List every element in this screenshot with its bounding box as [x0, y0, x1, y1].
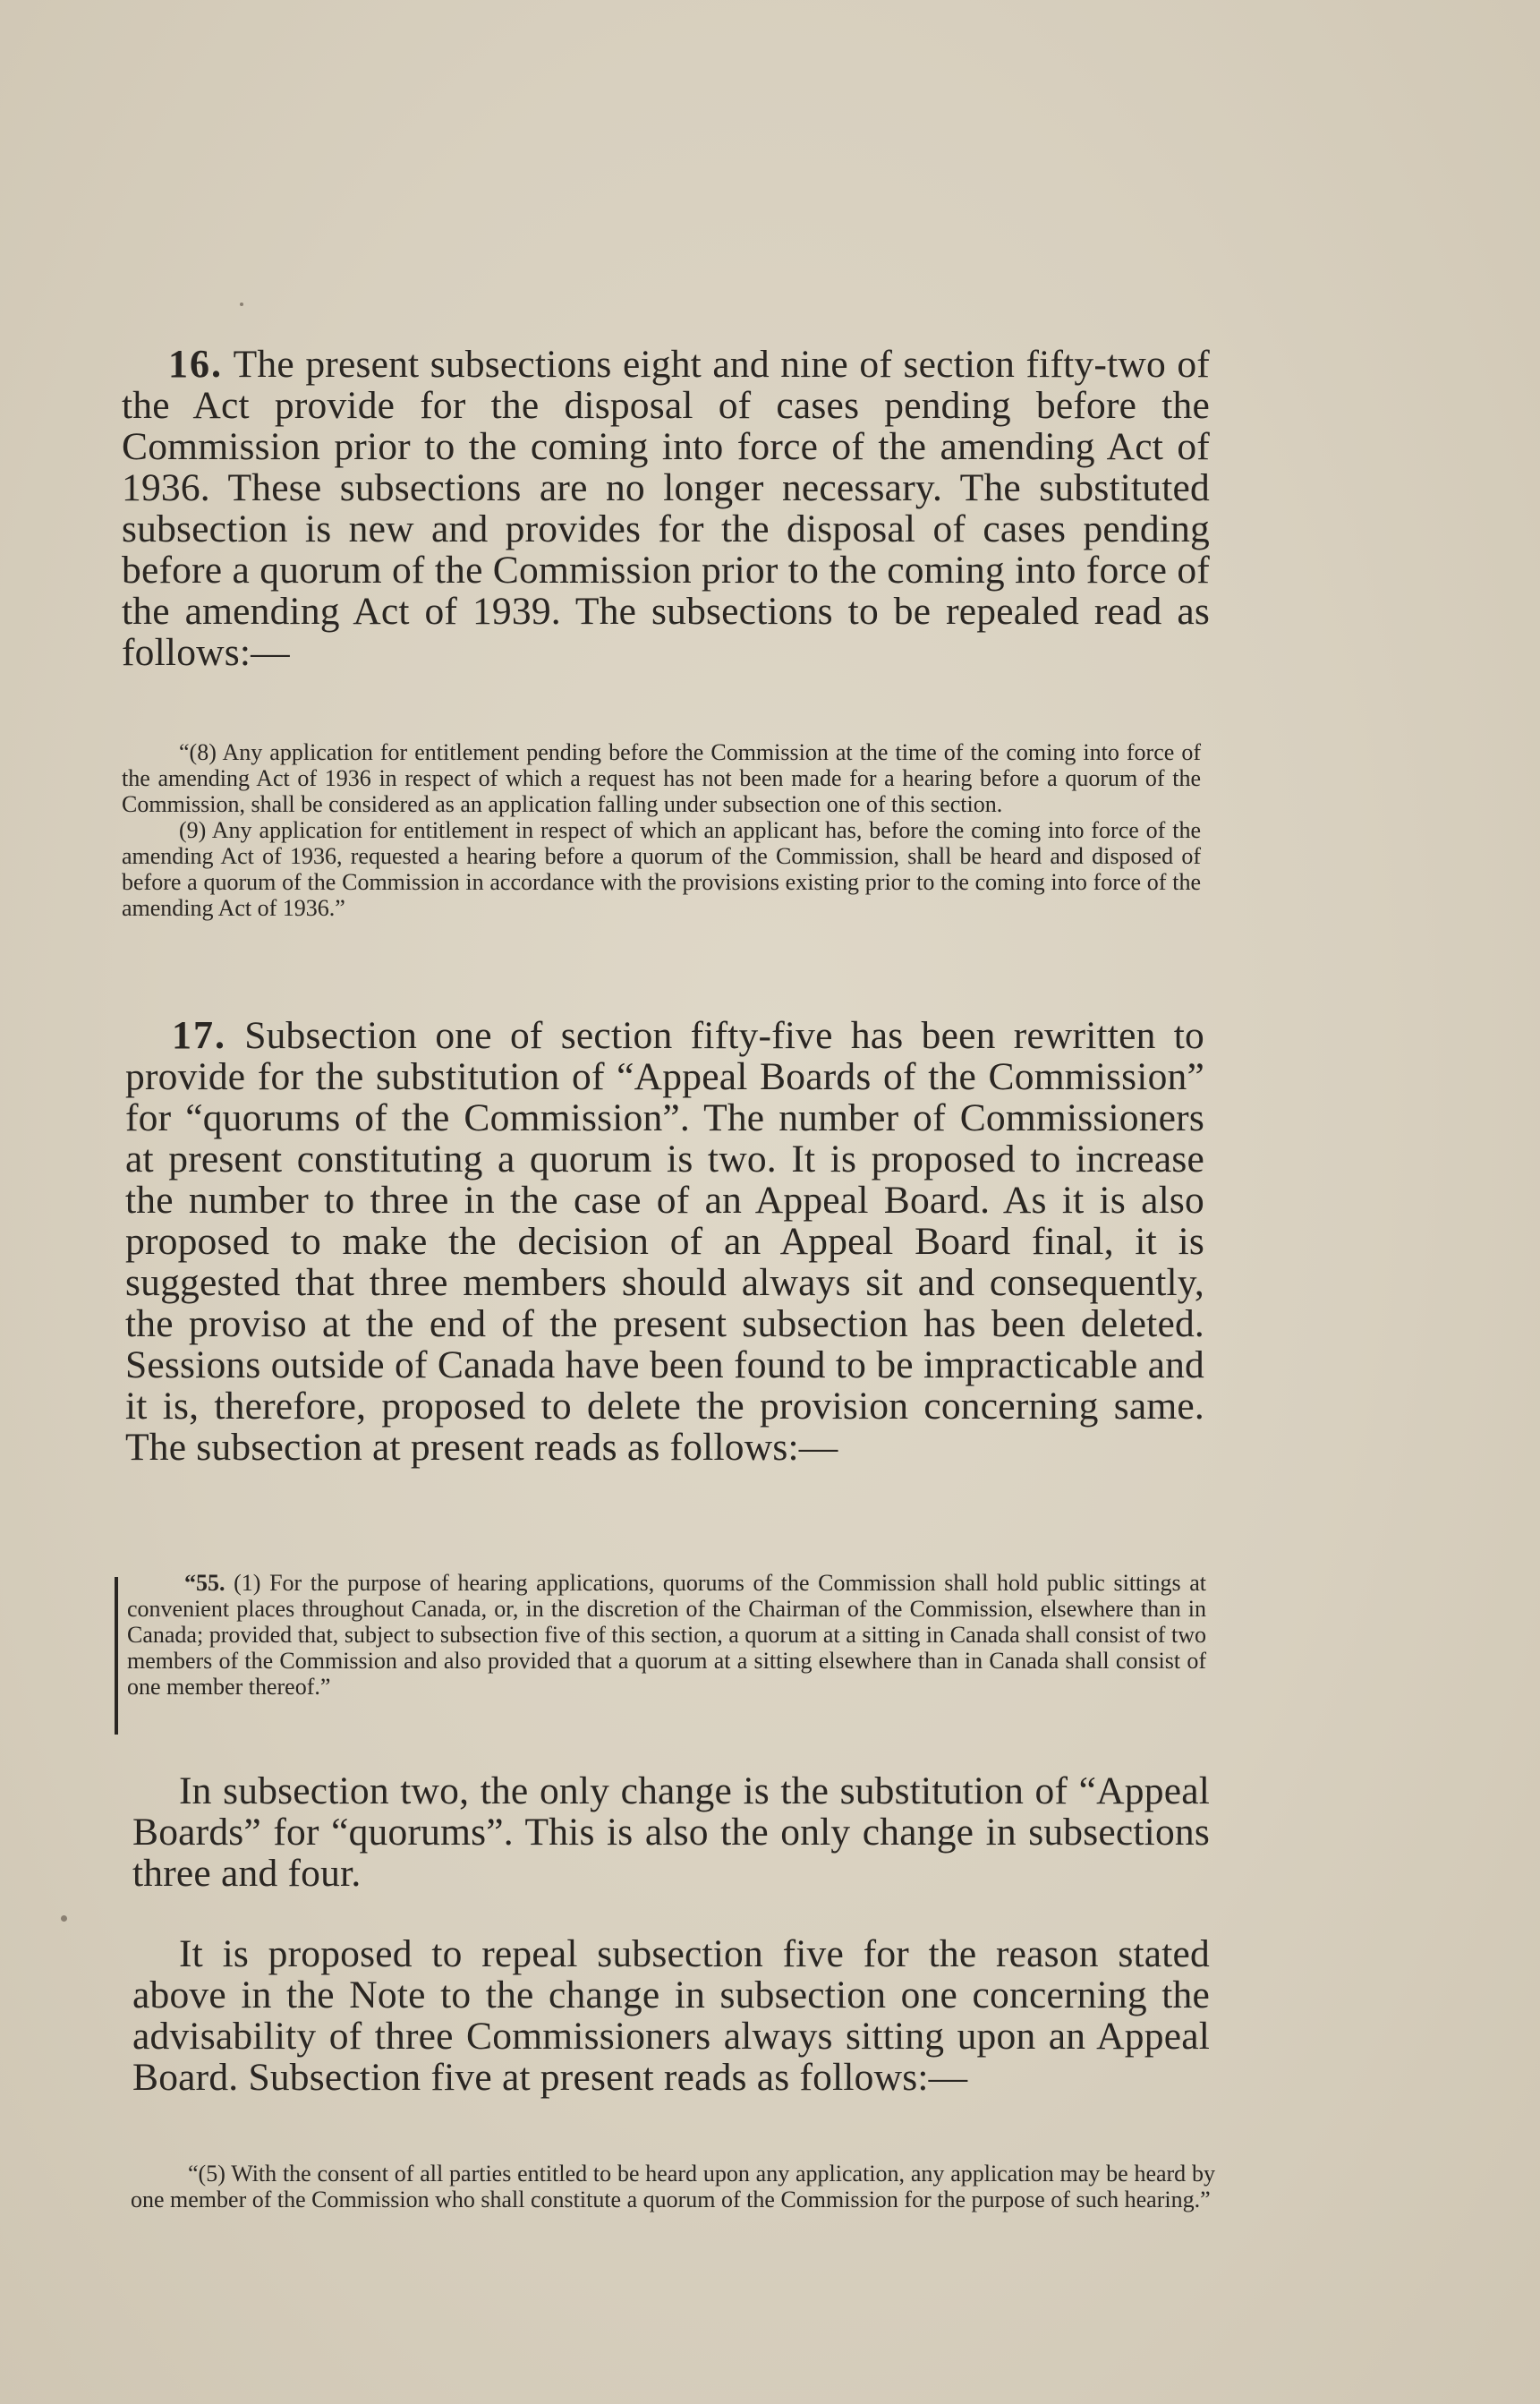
subsection-5-quote — [131, 2161, 1215, 2212]
section-17-text: Subsection one of section fifty-five has been rewritten to provide for the substitution of “Appeal Boards of the Commission” for “quorums of the Commission”. The number of Commissioners at present constituting a quorum is two. It is proposed to increase the number to three in the case of an Appeal Board. As it is also proposed to make the decision of an Appeal Board final, it is suggested that three members should always sit and consequently, the proviso at the end of the present subsection has been deleted. Sessions outside of Canada have been found to be impracticable and it is, therefore, proposed to delete the provision concerning same. The subsection at present reads as follows:— — [125, 1014, 1205, 1469]
section-17 — [125, 1015, 1204, 1468]
subsection-two-paragraph: In subsection two, the only change is the substitution of “Appeal Boards” for “quorums”. This is also the only change in subsections three and four. — [132, 1769, 1210, 1895]
quote-subsection-9: (9) Any application for entitlement in respect of which an applicant has, before the coming into force of the amending Act of 1936, requested a hearing before a quorum of the Commission, shall be heard and disposed of before a quorum of the Commission in accordance with the provisions existing prior to the coming into force of the amending Act of 1936.” — [122, 817, 1201, 921]
section-16-paragraph — [122, 344, 1210, 673]
margin-change-bar — [115, 1577, 118, 1735]
paper-speck — [240, 303, 243, 306]
quote-subsection-5: “(5) With the consent of all parties entitled to be heard upon any application, any application may be heard by one member of the Commission who shall constitute a quorum of the Commission for the purpose of such hearing.” — [131, 2161, 1215, 2212]
section-16 — [122, 344, 1210, 673]
section-16-text: The present subsections eight and nine of section fifty-two of the Act provide for the disposal of cases pending before the Commission prior to the coming into force of the amending Act of 1936. These subsections are no longer necessary. The substituted subsection is new and provides for the disposal of cases pending before a quorum of the Commission prior to the coming into force of the amending Act of 1939. The subsections to be repealed read as follows:— — [122, 343, 1210, 674]
quote-subsection-8: “(8) Any application for entitlement pending before the Commission at the time of the coming into force of the amending Act of 1936 in respect of which a request has not been made for a hearing before a quorum of the Commission, shall be considered as an application falling under subsection one of this section. — [122, 739, 1201, 817]
subsection-five-paragraph: It is proposed to repeal subsection five for the reason stated above in the Note to the change in subsection one concerning the advisability of three Commissioners always sitting upon an Appeal Board. Subsection five at present reads as follows:— — [132, 1932, 1210, 2099]
section-16-number: 16. — [168, 342, 223, 386]
subsection-five-note — [132, 1933, 1210, 2098]
quote-section-55-text: (1) For the purpose of hearing applications, quorums of the Commission shall hold public sittings at convenient places throughout Canada, or, in the discretion of the Chairman of the Commission, elsewhere than in Canada; provided that, subject to subsection five of this section, a quorum at a sitting in Canada shall consist of two members of the Commission and also provided that a quorum at a sitting elsewhere than in Canada shall consist of one member thereof.” — [127, 1570, 1207, 1700]
section-17-paragraph — [125, 1015, 1204, 1468]
subsection-two-note — [132, 1770, 1210, 1894]
section-55-quote — [127, 1570, 1206, 1700]
quote-section-55 — [127, 1570, 1206, 1700]
quote-section-55-number: “55. — [184, 1570, 225, 1596]
section-17-number: 17. — [172, 1013, 226, 1057]
section-16-quote — [122, 739, 1201, 921]
paper-speck — [61, 1915, 67, 1922]
